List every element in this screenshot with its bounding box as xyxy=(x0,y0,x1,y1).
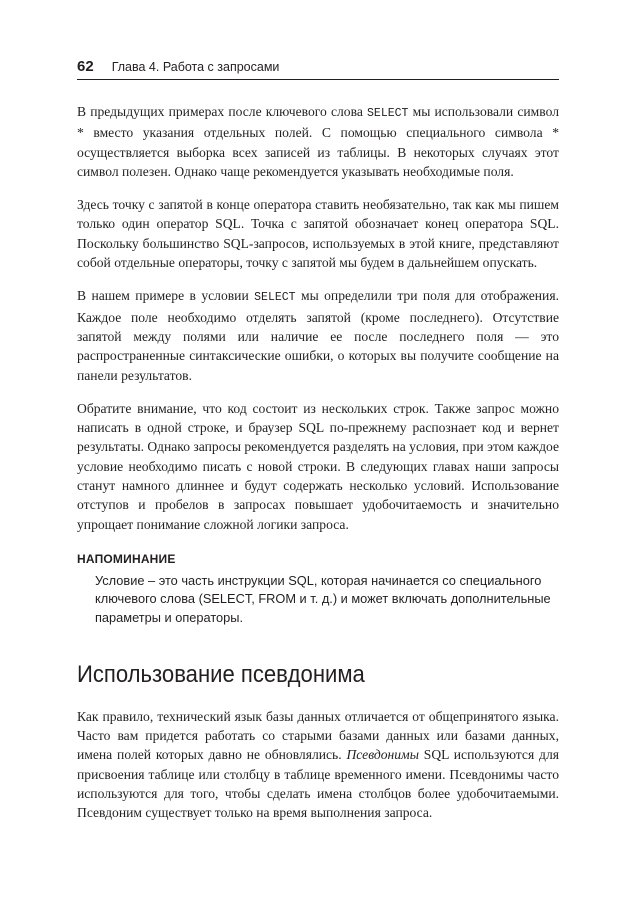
chapter-title: Глава 4. Работа с запросами xyxy=(111,60,280,74)
paragraph-2: Здесь точку с запятой в конце оператора ставить необязательно, так как мы пишем только один оператор SQL. Точка с запятой обозначает конец оператора SQL. Поскольку большинство SQL-запросов, используемых в этой книге, представляют собой отдельные операторы, точку с запятой мы будем в дальнейшем опускать. xyxy=(77,197,559,271)
select-keyword: SELECT xyxy=(254,291,296,305)
section-heading: Использование псевдонима xyxy=(77,660,365,688)
note-text: Условие – это часть инструкции SQL, которая начинается со специального ключевого слова (SELECT, FROM и т. д.) и может включать дополнительные параметры и операторы. xyxy=(95,572,551,625)
paragraph-1-part-2: мы использовали символ * вместо указания отдельных полей. С помощью специального символа * осуществляется выборка всех записей из таблицы. В некоторых случаях этот символ полезен. Однако чаще рекомендуется указывать необходимые поля. xyxy=(77,104,559,179)
select-keyword: SELECT xyxy=(367,107,409,120)
section-paragraph-part-1: Как правило, технический язык базы данных отличается от общепринятого языка. Часто вам придется работать со старыми базами данных или базами данных, имена полей которых давно не обновлялись. xyxy=(77,708,559,763)
page-body xyxy=(77,102,559,837)
paragraph-3-part-1: В нашем примере в условии xyxy=(77,288,255,304)
reminder-note xyxy=(77,552,559,627)
term-aliases: Псевдонимы xyxy=(346,747,419,763)
paragraph-1-part-1: В предыдущих примерах после ключевого слова xyxy=(77,104,368,119)
paragraph-1 xyxy=(77,102,559,181)
section-paragraph-part-2: SQL используются для присвоения таблице или столбцу в таблице временного имени. Псевдонимы часто используются для того, чтобы сделать имена столбцов более удобочитаемыми. Псевдоним существует только на время выполнения запроса. xyxy=(77,747,559,821)
section-paragraph-1 xyxy=(77,707,559,823)
header-rule xyxy=(77,79,559,80)
note-title: НАПОМИНАНИЕ xyxy=(77,551,176,566)
paragraph-3 xyxy=(77,286,559,384)
running-header xyxy=(77,58,559,78)
paragraph-3-part-2: мы определили три поля для отображения. Каждое поле необходимо отделять запятой (кроме последнего). Отсутствие запятой между полями или наличие ее после последнего поля — это распространенные синтаксические ошибки, о которых вы получите сообщение на панели результатов. xyxy=(77,288,559,383)
paragraph-4: Обратите внимание, что код состоит из нескольких строк. Также запрос можно написать в одной строке, и браузер SQL по-прежнему распознает код и вернет результаты. Однако запросы рекомендуется разделять на условия, при этом каждое условие необходимо писать с новой строки. В следующих главах наши запросы станут намного длиннее и будут содержать несколько условий. Использование отступов и пробелов в запросах повышает удобочитаемость и значительно упрощает понимание сложной логики запроса. xyxy=(77,400,559,532)
page-number: 62 xyxy=(77,58,94,75)
